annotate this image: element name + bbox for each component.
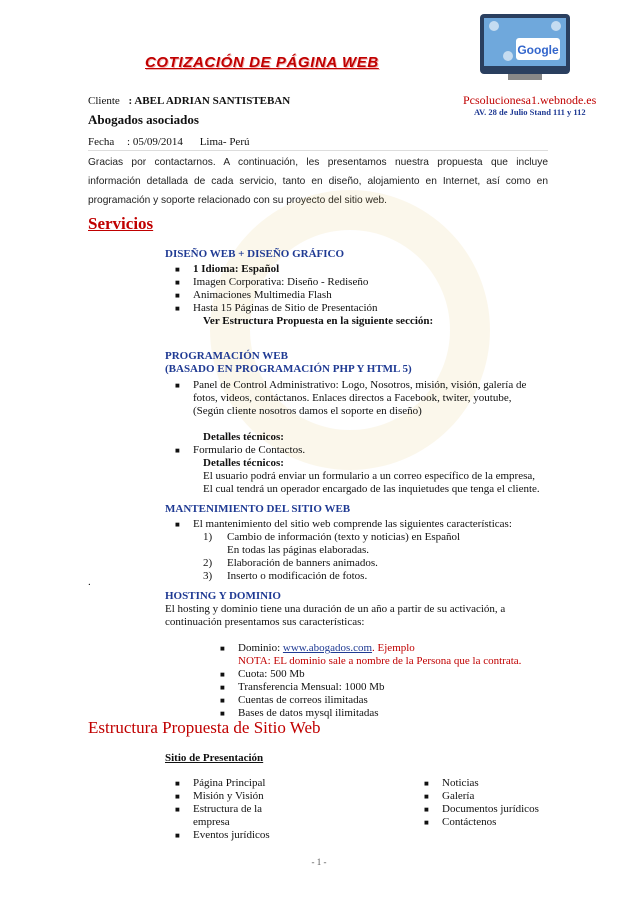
programming-title: PROGRAMACIÓN WEB bbox=[165, 350, 288, 362]
intro-paragraph: Gracias por contactarnos. A continuación, les presentamos nuestra propuesta que incluye información detallada de cada servicio, tanto en diseño, alojamiento en Internet, así como en programación y soporte relacionado con su proyecto del sitio web. bbox=[88, 157, 548, 206]
programming-section bbox=[165, 350, 545, 496]
list-item: ■ Página Principal bbox=[165, 777, 295, 790]
hosting-section bbox=[165, 590, 545, 720]
client-company: Abogados asociados bbox=[88, 112, 199, 127]
hosting-title: HOSTING Y DOMINIO bbox=[165, 590, 281, 602]
date-label: Fecha bbox=[88, 136, 115, 148]
programming-subtitle: (BASADO EN PROGRAMACIÓN PHP Y HTML 5) bbox=[165, 363, 412, 375]
list-item: ■ Formulario de Contactos. bbox=[165, 444, 545, 457]
client-name: : ABEL ADRIAN SANTISTEBAN bbox=[128, 95, 291, 107]
domain-note: NOTA: EL dominio sale a nombre de la Persona que la contrata. bbox=[238, 655, 522, 667]
list-item: ■ Hasta 15 Páginas de Sitio de Presentación bbox=[165, 302, 565, 315]
list-item: ■ Cuota: 500 Mb bbox=[210, 668, 545, 681]
site-url: Pcsolucionesa1.webnode.es bbox=[463, 93, 597, 107]
services-heading: Servicios bbox=[88, 214, 154, 233]
list-item: ■ Contáctenos bbox=[414, 816, 564, 829]
list-item: ■ Animaciones Multimedia Flash bbox=[165, 289, 565, 302]
document-title: COTIZACIÓN DE PÁGINA WEB bbox=[145, 54, 379, 71]
step-item: 1) Cambio de información (texto y noticias) en Español bbox=[203, 531, 461, 543]
list-item: ■ Bases de datos mysql ilimitadas bbox=[210, 707, 545, 720]
place: Lima- Perú bbox=[199, 136, 250, 148]
step-item: 2) Elaboración de banners animados. bbox=[203, 557, 378, 569]
list-item: ■ El mantenimiento del sitio web comprende las siguientes características: bbox=[165, 518, 565, 531]
list-item: ■ Dominio: www.abogados.com. Ejemplo bbox=[210, 642, 545, 655]
client-line bbox=[88, 95, 290, 107]
tech-details-label: Detalles técnicos: bbox=[203, 457, 284, 469]
list-item: ■ Imagen Corporativa: Diseño - Rediseño bbox=[165, 276, 565, 289]
design-section bbox=[165, 248, 565, 328]
list-item: ■ Panel de Control Administrativo: Logo, Nosotros, misión, visión, galería de fotos, videos, contáctanos. Enlaces directos a Facebook, twiter, youtube, (Según cliente nosotros damos el soporte en diseño) bbox=[165, 379, 545, 418]
list-item: ■ Galería bbox=[414, 790, 564, 803]
step-item: En todas las páginas elaboradas. bbox=[227, 544, 370, 556]
step-item: 3) Inserto o modificación de fotos. bbox=[203, 570, 368, 582]
tech-details-text: El cual tendrá un operador encargado de las inquietudes que tenga el cliente. bbox=[203, 483, 540, 495]
divider bbox=[88, 150, 548, 151]
list-item: ■ 1 Idioma: Español bbox=[165, 263, 565, 276]
svg-text:Google: Google bbox=[517, 43, 559, 57]
list-item: ■ Cuentas de correos ilimitadas bbox=[210, 694, 545, 707]
tech-details-text: El usuario podrá enviar un formulario a un correo específico de la empresa, bbox=[203, 470, 536, 482]
structure-heading: Estructura Propuesta de Sitio Web bbox=[88, 718, 321, 737]
page-number: - 1 - bbox=[311, 857, 327, 867]
structure-right-list bbox=[414, 777, 564, 829]
list-item: ■ Transferencia Mensual: 1000 Mb bbox=[210, 681, 545, 694]
structure-subtitle: Sitio de Presentación bbox=[165, 752, 264, 764]
address: AV. 28 de Julio Stand 111 y 112 bbox=[474, 107, 586, 117]
list-item: ■ Documentos jurídicos bbox=[414, 803, 564, 816]
maintenance-title: MANTENIMIENTO DEL SITIO WEB bbox=[165, 503, 351, 515]
hosting-desc: El hosting y dominio tiene una duración de un año a partir de su activación, a continuación presentamos sus características: bbox=[165, 603, 506, 628]
google-logo-image bbox=[478, 12, 572, 84]
maintenance-section bbox=[165, 503, 565, 583]
client-label: Cliente bbox=[88, 95, 120, 107]
list-item: ■ Eventos jurídicos bbox=[165, 829, 295, 842]
list-item: ■ Estructura de la empresa bbox=[165, 803, 295, 829]
date-value: : 05/09/2014 bbox=[127, 136, 183, 148]
list-item: ■ Misión y Visión bbox=[165, 790, 295, 803]
structure-left-list bbox=[165, 777, 295, 842]
stray-dot: . bbox=[88, 576, 91, 588]
list-item: ■ Noticias bbox=[414, 777, 564, 790]
design-title: DISEÑO WEB + DISEÑO GRÁFICO bbox=[165, 248, 345, 260]
tech-details-label: Detalles técnicos: bbox=[203, 431, 284, 443]
design-note: Ver Estructura Propuesta en la siguiente sección: bbox=[203, 315, 434, 327]
domain-link[interactable]: www.abogados.com bbox=[282, 642, 373, 654]
date-line bbox=[88, 136, 249, 148]
